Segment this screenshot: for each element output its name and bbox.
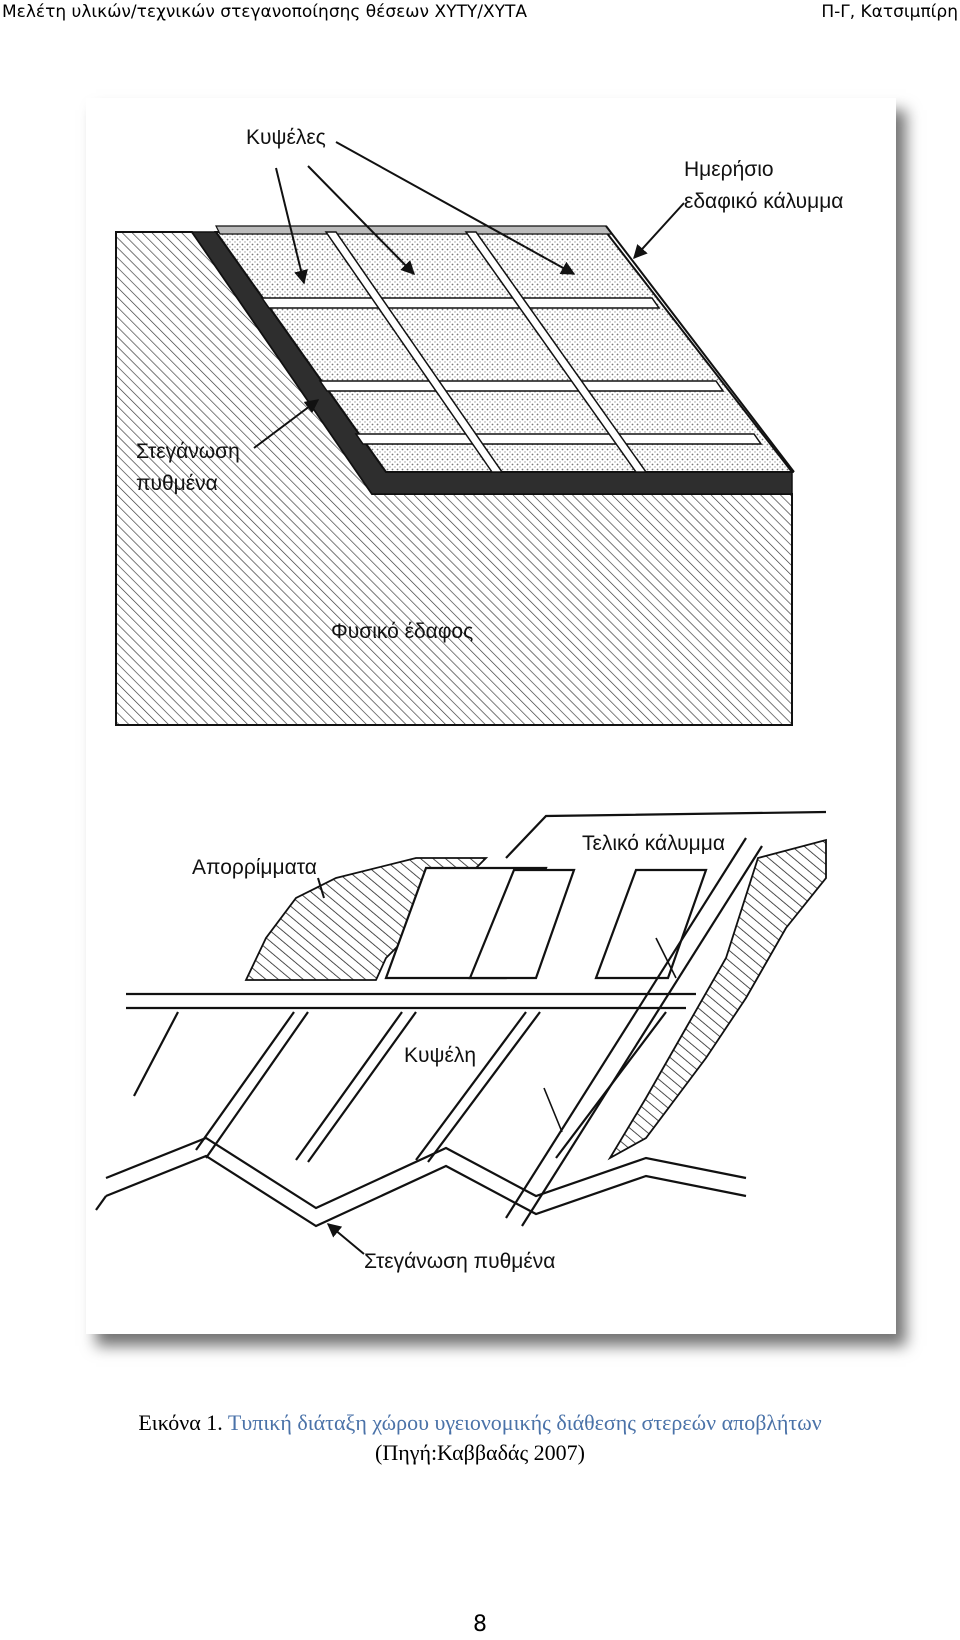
label-waste: Απορρίμματα — [192, 856, 317, 879]
label-liner-2: πυθμένα — [136, 472, 218, 495]
caption-text: Τυπική διάταξη χώρου υγειονομικής διάθεσης στερεών αποβλήτων — [227, 1410, 822, 1435]
header-author: Π-Γ, Κατσιμπίρη — [821, 2, 958, 22]
figure-caption — [0, 1408, 960, 1468]
label-daily-cover-2: εδαφικό κάλυμμα — [684, 190, 844, 213]
caption-prefix: Εικόνα 1. — [138, 1410, 223, 1435]
label-final-cover: Τελικό κάλυμμα — [582, 832, 726, 855]
figure-frame — [86, 98, 896, 1334]
header-title: Μελέτη υλικών/τεχνικών στεγανοποίησης θέσεων ΧΥΤΥ/ΧΥΤΑ — [2, 2, 528, 22]
daily-cover-strip — [216, 226, 612, 234]
label-liner-1: Στεγάνωση — [136, 440, 240, 463]
page-header — [0, 0, 960, 30]
caption-source: (Πηγή:Καββαδάς 2007) — [375, 1440, 585, 1465]
bottom-liner-zigzag — [106, 1138, 746, 1208]
landfill-diagram — [86, 98, 896, 1334]
label-cell: Κυψέλη — [404, 1044, 477, 1067]
label-natural-soil: Φυσικό έδαφος — [331, 620, 474, 643]
label-liner-bottom: Στεγάνωση πυθμένα — [364, 1250, 556, 1273]
label-cells: Κυψέλες — [246, 126, 326, 149]
page-number: 8 — [473, 1612, 487, 1637]
top-diagram — [116, 126, 843, 725]
label-daily-cover-1: Ημερήσιο — [684, 158, 774, 181]
